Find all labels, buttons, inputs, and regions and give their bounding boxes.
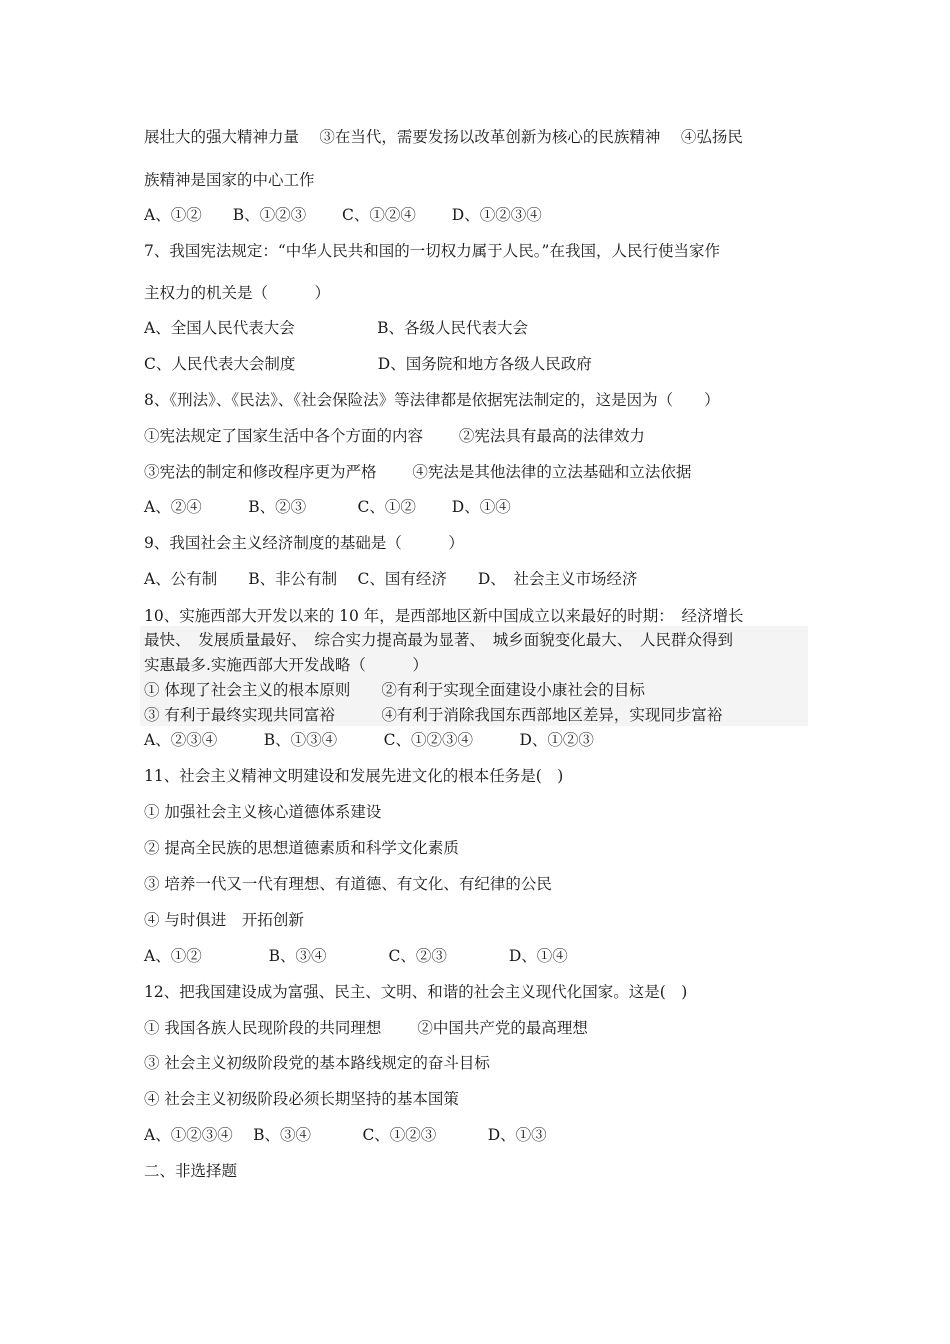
text-line: 实惠最多.实施西部大开发战略（ ）	[144, 656, 428, 674]
statement-line: ①宪法规定了国家生活中各个方面的内容 ②宪法具有最高的法律效力	[144, 427, 645, 445]
statement-line: ③ 培养一代又一代有理想、有道德、有文化、有纪律的公民	[144, 875, 552, 893]
question-8: 8、《刑法》、《民法》、《社会保险法》等法律都是依据宪法制定的，这是因为（ ）	[144, 391, 720, 409]
options-line: A、①② B、③④ C、②③ D、①④	[144, 947, 568, 965]
question-11: 11、社会主义精神文明建设和发展先进文化的根本任务是( )	[144, 767, 564, 785]
statement-line: ② 提高全民族的思想道德素质和科学文化素质	[144, 839, 459, 857]
options-line: A、①②③④ B、③④ C、①②③ D、①③	[144, 1126, 547, 1144]
statement-line: ① 体现了社会主义的根本原则 ②有利于实现全面建设小康社会的目标	[144, 681, 645, 699]
statement-line: ① 加强社会主义核心道德体系建设	[144, 803, 382, 821]
options-line: A、公有制 B、非公有制 C、国有经济 D、 社会主义市场经济	[144, 570, 638, 588]
question-12: 12、把我国建设成为富强、民主、文明、和谐的社会主义现代化国家。这是( )	[144, 983, 688, 1001]
statement-line: ④ 社会主义初级阶段必须长期坚持的基本国策	[144, 1090, 459, 1108]
text-line: 族精神是国家的中心工作	[144, 171, 315, 189]
question-9: 9、我国社会主义经济制度的基础是（ ）	[144, 534, 464, 552]
statement-line: ③ 有利于最终实现共同富裕 ④有利于消除我国东西部地区差异，实现同步富裕	[144, 706, 723, 724]
statement-line: ④ 与时俱进 开拓创新	[144, 911, 304, 929]
options-line: A、②④ B、②③ C、①② D、①④	[144, 498, 511, 516]
options-line: A、全国人民代表大会 B、各级人民代表大会	[144, 319, 529, 337]
text-line: 展壮大的强大精神力量 ③在当代，需要发扬以改革创新为核心的民族精神 ④弘扬民	[144, 128, 743, 146]
options-line: A、①② B、①②③ C、①②④ D、①②③④	[144, 206, 542, 224]
options-line: A、②③④ B、①③④ C、①②③④ D、①②③	[144, 731, 594, 749]
statement-line: ③ 社会主义初级阶段党的基本路线规定的奋斗目标	[144, 1054, 490, 1072]
question-7: 7、我国宪法规定：“中华人民共和国的一切权力属于人民。”在我国，人民行使当家作	[144, 242, 720, 260]
statement-line: ③宪法的制定和修改程序更为严格 ④宪法是其他法律的立法基础和立法依据	[144, 463, 692, 481]
statement-line: ① 我国各族人民现阶段的共同理想 ②中国共产党的最高理想	[144, 1019, 588, 1037]
question-10: 10、实施西部大开发以来的 10 年，是西部地区新中国成立以来最好的时期： 经济增长	[144, 607, 744, 625]
text-line: 主权力的机关是（ ）	[144, 284, 331, 302]
options-line: C、人民代表大会制度 D、国务院和地方各级人民政府	[144, 355, 592, 373]
section-heading: 二、非选择题	[144, 1162, 238, 1180]
text-line: 最快、 发展质量最好、 综合实力提高最为显著、 城乡面貌变化最大、 人民群众得到	[144, 631, 734, 649]
